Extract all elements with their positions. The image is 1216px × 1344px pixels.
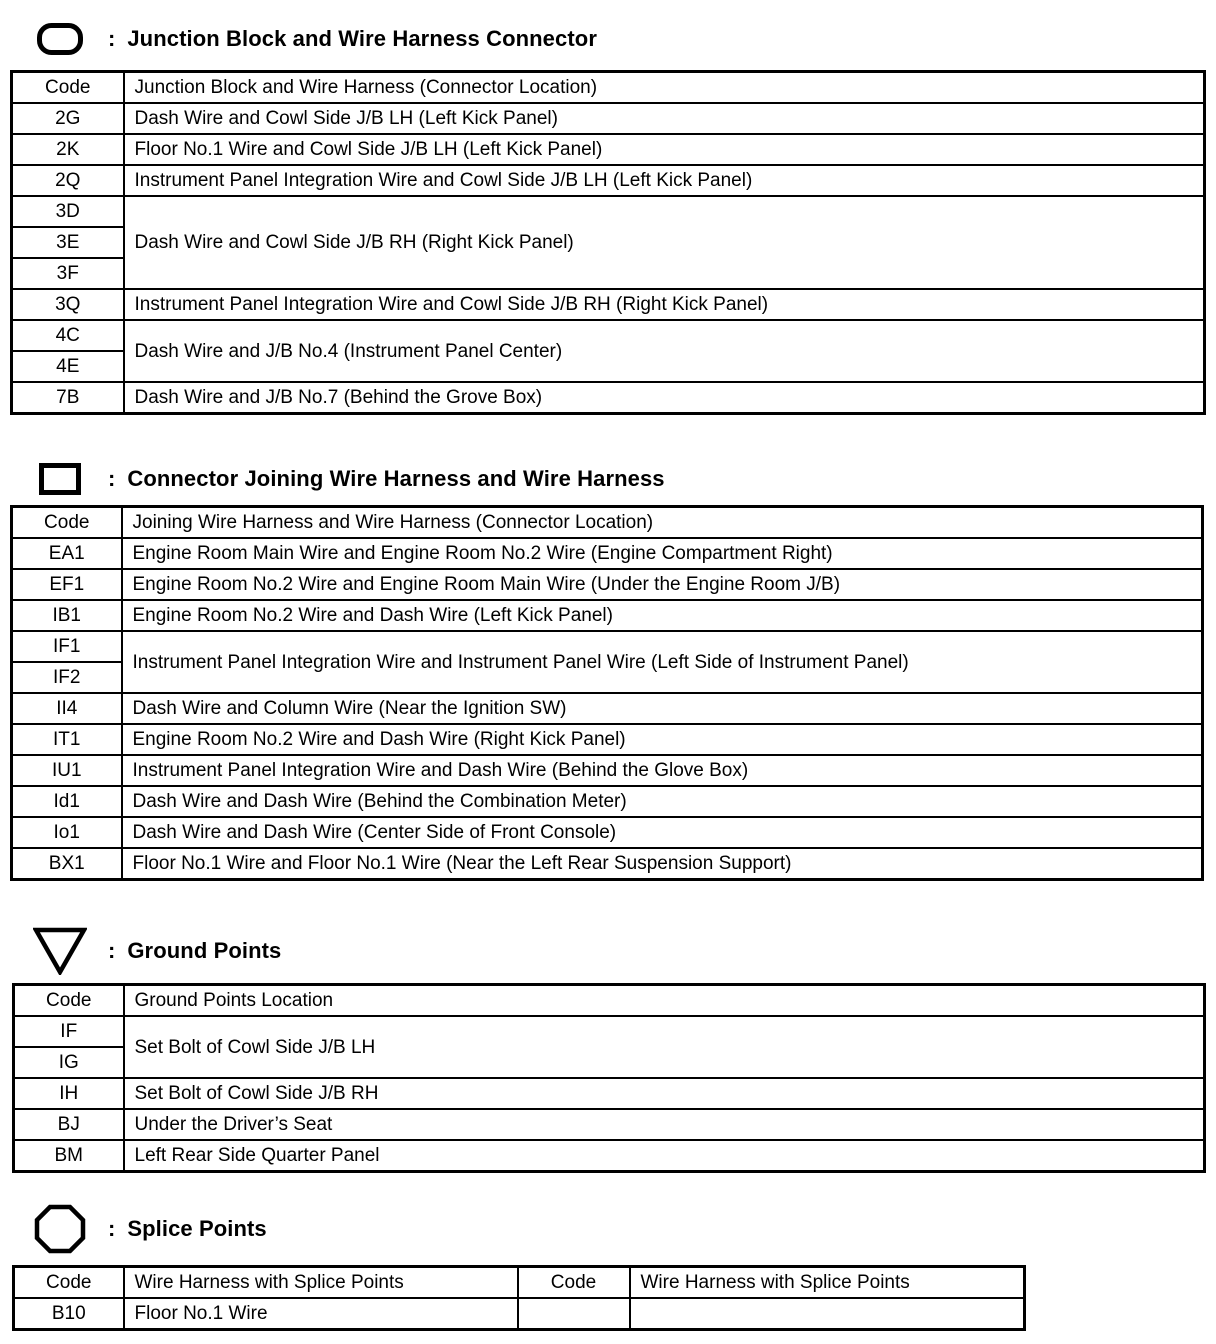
column-header-desc: Ground Points Location xyxy=(124,985,1205,1017)
splice-points-table xyxy=(12,1265,1026,1331)
table-row xyxy=(12,786,1203,817)
location-cell: Dash Wire and Column Wire (Near the Ignition SW) xyxy=(122,693,1203,724)
code-cell: IH xyxy=(14,1078,124,1109)
column-header-desc: Junction Block and Wire Harness (Connector Location) xyxy=(124,72,1205,104)
location-cell: Instrument Panel Integration Wire and Instrument Panel Wire (Left Side of Instrument Panel) xyxy=(122,631,1203,693)
table-row xyxy=(12,320,1205,351)
code-cell: IT1 xyxy=(12,724,122,755)
table-row xyxy=(12,289,1205,320)
location-cell: Instrument Panel Integration Wire and Dash Wire (Behind the Glove Box) xyxy=(122,755,1203,786)
code-cell: IF xyxy=(14,1016,124,1047)
location-cell: Dash Wire and J/B No.7 (Behind the Grove Box) xyxy=(124,382,1205,414)
code-cell: II4 xyxy=(12,693,122,724)
octagon-symbol-icon xyxy=(30,1202,90,1256)
code-cell: 7B xyxy=(12,382,124,414)
code-cell: 3D xyxy=(12,196,124,227)
splice-cell-2 xyxy=(630,1298,1025,1330)
table-row xyxy=(14,1109,1205,1140)
code-cell: B10 xyxy=(14,1298,124,1330)
connector-joining-table xyxy=(10,505,1204,881)
location-cell: Set Bolt of Cowl Side J/B LH xyxy=(124,1016,1205,1078)
table-row xyxy=(12,134,1205,165)
column-header-desc: Joining Wire Harness and Wire Harness (Connector Location) xyxy=(122,507,1203,539)
code-cell: EF1 xyxy=(12,569,122,600)
ground-points-table xyxy=(12,983,1206,1173)
column-header-desc: Wire Harness with Splice Points xyxy=(124,1267,518,1299)
code-cell: Id1 xyxy=(12,786,122,817)
code-cell: BM xyxy=(14,1140,124,1172)
code-cell: BJ xyxy=(14,1109,124,1140)
table-row xyxy=(12,724,1203,755)
column-header-code: Code xyxy=(12,72,124,104)
code-cell: 4E xyxy=(12,351,124,382)
section-ground-points-heading: : Ground Points xyxy=(30,926,281,976)
code-cell: IB1 xyxy=(12,600,122,631)
rounded-rectangle-symbol-icon xyxy=(30,16,90,62)
code-cell: BX1 xyxy=(12,848,122,880)
code-cell: IU1 xyxy=(12,755,122,786)
table-row xyxy=(12,165,1205,196)
table-row xyxy=(12,569,1203,600)
rectangle-symbol-icon xyxy=(30,456,90,502)
table-header-row xyxy=(14,1267,1025,1299)
code-cell: 2K xyxy=(12,134,124,165)
code-cell: IF2 xyxy=(12,662,122,693)
section-splice-points-heading: : Splice Points xyxy=(30,1202,267,1256)
section-title: Junction Block and Wire Harness Connector xyxy=(127,26,597,51)
location-cell: Floor No.1 Wire and Cowl Side J/B LH (Left Kick Panel) xyxy=(124,134,1205,165)
table-row xyxy=(12,103,1205,134)
location-cell: Dash Wire and J/B No.4 (Instrument Panel Center) xyxy=(124,320,1205,382)
code-cell: 2Q xyxy=(12,165,124,196)
section-connector-heading: : Connector Joining Wire Harness and Wire Harness xyxy=(30,456,665,502)
table-row xyxy=(14,1078,1205,1109)
code-cell-2 xyxy=(518,1298,630,1330)
table-row xyxy=(12,817,1203,848)
location-cell: Left Rear Side Quarter Panel xyxy=(124,1140,1205,1172)
section-junction-block-heading: : Junction Block and Wire Harness Connector xyxy=(30,16,597,62)
location-cell: Engine Room No.2 Wire and Dash Wire (Left Kick Panel) xyxy=(122,600,1203,631)
table-row xyxy=(14,1016,1205,1047)
table-header-row xyxy=(12,507,1203,539)
section-title: Ground Points xyxy=(127,938,282,963)
location-cell: Under the Driver’s Seat xyxy=(124,1109,1205,1140)
column-header-desc-2: Wire Harness with Splice Points xyxy=(630,1267,1025,1299)
location-cell: Instrument Panel Integration Wire and Cowl Side J/B LH (Left Kick Panel) xyxy=(124,165,1205,196)
location-cell: Engine Room No.2 Wire and Dash Wire (Right Kick Panel) xyxy=(122,724,1203,755)
section-title: Connector Joining Wire Harness and Wire Harness xyxy=(127,466,665,491)
junction-block-table xyxy=(10,70,1206,415)
table-header-row xyxy=(14,985,1205,1017)
code-cell: 3E xyxy=(12,227,124,258)
table-row xyxy=(12,196,1205,227)
code-cell: 4C xyxy=(12,320,124,351)
location-cell: Dash Wire and Dash Wire (Center Side of Front Console) xyxy=(122,817,1203,848)
code-cell: IF1 xyxy=(12,631,122,662)
location-cell: Engine Room No.2 Wire and Engine Room Main Wire (Under the Engine Room J/B) xyxy=(122,569,1203,600)
location-cell: Dash Wire and Cowl Side J/B RH (Right Kick Panel) xyxy=(124,196,1205,289)
table-row xyxy=(12,600,1203,631)
code-cell: 2G xyxy=(12,103,124,134)
column-header-code: Code xyxy=(12,507,122,539)
code-cell: IG xyxy=(14,1047,124,1078)
splice-cell: Floor No.1 Wire xyxy=(124,1298,518,1330)
code-cell: 3Q xyxy=(12,289,124,320)
location-cell: Engine Room Main Wire and Engine Room No.2 Wire (Engine Compartment Right) xyxy=(122,538,1203,569)
column-header-code-2: Code xyxy=(518,1267,630,1299)
table-row xyxy=(12,538,1203,569)
column-header-code: Code xyxy=(14,1267,124,1299)
section-title: Splice Points xyxy=(127,1216,267,1241)
table-header-row xyxy=(12,72,1205,104)
location-cell: Instrument Panel Integration Wire and Cowl Side J/B RH (Right Kick Panel) xyxy=(124,289,1205,320)
table-row xyxy=(14,1298,1025,1330)
code-cell: 3F xyxy=(12,258,124,289)
column-header-code: Code xyxy=(14,985,124,1017)
table-row xyxy=(12,848,1203,880)
location-cell: Set Bolt of Cowl Side J/B RH xyxy=(124,1078,1205,1109)
triangle-down-symbol-icon xyxy=(30,926,90,976)
code-cell: EA1 xyxy=(12,538,122,569)
location-cell: Dash Wire and Dash Wire (Behind the Combination Meter) xyxy=(122,786,1203,817)
table-row xyxy=(14,1140,1205,1172)
table-row xyxy=(12,382,1205,414)
code-cell: Io1 xyxy=(12,817,122,848)
location-cell: Dash Wire and Cowl Side J/B LH (Left Kick Panel) xyxy=(124,103,1205,134)
table-row xyxy=(12,631,1203,662)
table-row xyxy=(12,755,1203,786)
table-row xyxy=(12,693,1203,724)
location-cell: Floor No.1 Wire and Floor No.1 Wire (Near the Left Rear Suspension Support) xyxy=(122,848,1203,880)
